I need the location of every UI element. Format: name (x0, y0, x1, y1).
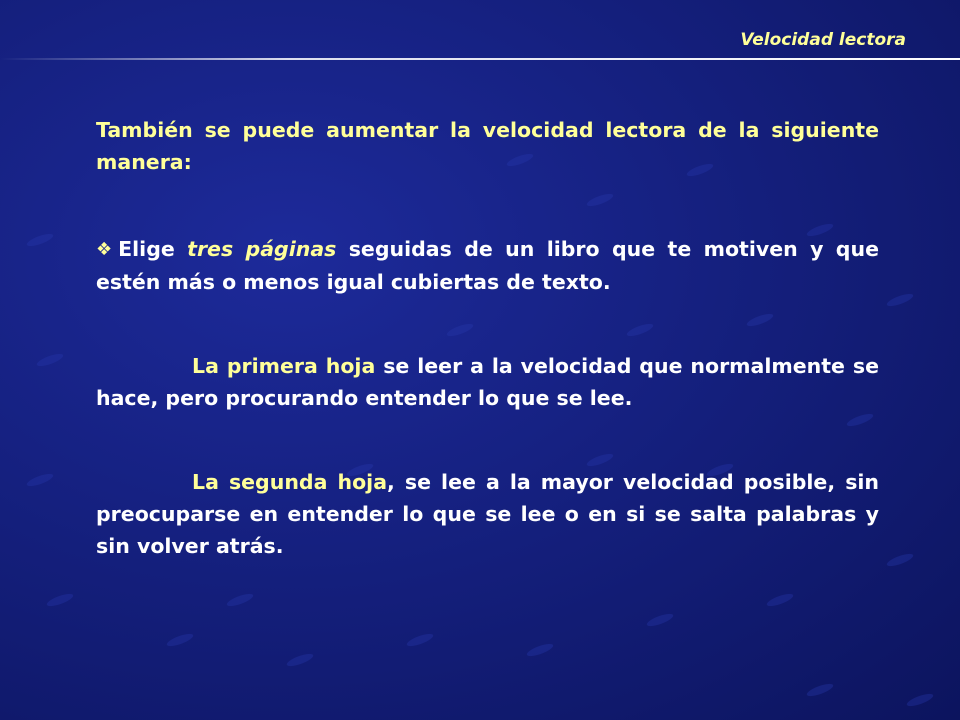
step-one-paragraph (96, 350, 879, 414)
slide-header-title: Velocidad lectora (740, 30, 906, 50)
step-two-highlight: La segunda hoja (192, 470, 388, 494)
step-one-text: se leer a la velocidad que normalmente se hace, pero procurando entender lo que se lee. (96, 354, 879, 410)
step-one-highlight: La primera hoja (192, 354, 376, 378)
header-divider (0, 58, 960, 60)
diamond-bullet-icon: ❖ (96, 239, 113, 260)
bullet-text-start: Elige (118, 237, 188, 261)
bullet-highlight: tres páginas (187, 237, 337, 261)
intro-paragraph (96, 114, 879, 178)
bullet-text-end: seguidas de un libro que te motiven y que estén más o menos igual cubiertas de texto. (96, 237, 879, 294)
intro-text: También se puede aumentar la velocidad lectora de la siguiente manera: (96, 118, 879, 174)
slide-content (96, 114, 879, 562)
bullet-paragraph (96, 233, 879, 298)
step-two-paragraph (96, 466, 879, 562)
step-two-text: , se lee a la mayor velocidad posible, sin preocuparse en entender lo que se lee o en si se salta palabras y sin volver atrás. (96, 470, 880, 558)
